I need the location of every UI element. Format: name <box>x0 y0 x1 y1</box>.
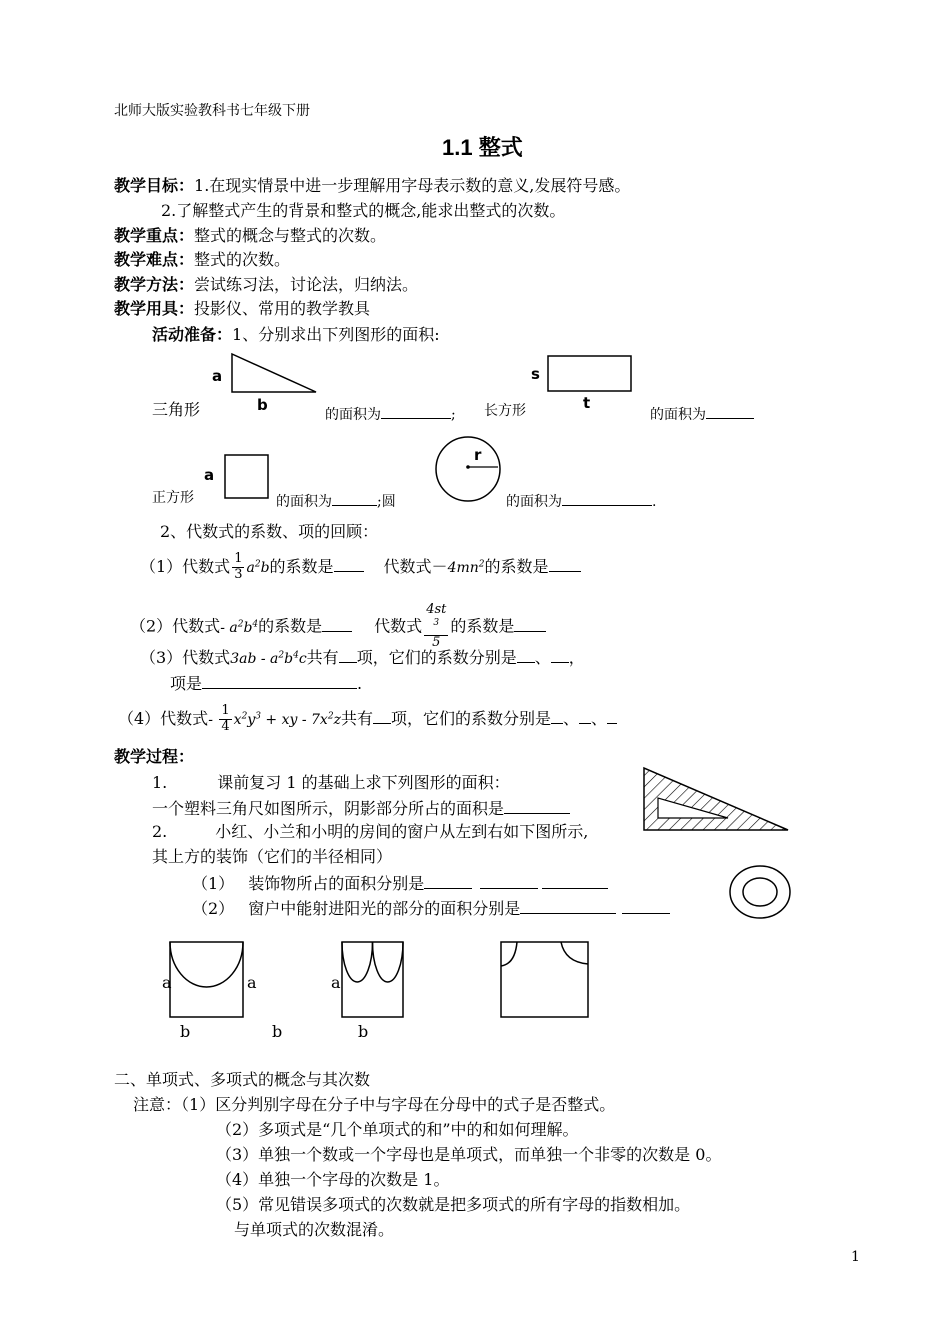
rectangle-figure <box>547 355 633 393</box>
e2-coef-text-2: 的系数是 <box>450 616 515 636</box>
square-area-text: 的面积为 <box>276 494 332 510</box>
window-2-label-b: b <box>358 1022 369 1041</box>
objectives-label: 教学目标： <box>114 176 195 195</box>
p2-q1-blank-3[interactable] <box>542 874 608 889</box>
p1-blank[interactable] <box>504 799 570 814</box>
objective-1: 1.在现实情景中进一步理解用字母表示数的意义,发展符号感。 <box>194 176 631 195</box>
process-2 <box>152 824 588 840</box>
process-2-q2: （2） 窗户中能射进阳光的部分的面积分别是 <box>192 899 670 917</box>
window-3-figure <box>499 940 591 1020</box>
e2-blank-1[interactable] <box>322 617 352 632</box>
section2-heading: 二、单项式、多项式的概念与其次数 <box>114 1070 371 1089</box>
window-2-figure <box>340 940 406 1020</box>
triangle-text: 三角形 <box>152 400 201 419</box>
window-1-label-b: b <box>180 1022 191 1041</box>
e3-comma: ， <box>568 648 585 667</box>
window-1-figure <box>168 940 246 1020</box>
square-label-a: a <box>204 466 215 484</box>
rectangle-area <box>650 404 754 422</box>
process-1 <box>152 775 510 791</box>
e1-blank-2[interactable] <box>549 557 581 572</box>
e1-coef-text-2: 的系数是 <box>484 556 549 576</box>
rectangle-text: 长方形 <box>484 403 526 419</box>
circle-prefix: ;圆 <box>377 494 396 510</box>
e4-den: 4 <box>221 718 230 734</box>
difficulty-label: 教学难点： <box>114 250 195 269</box>
p2-q1-blank-1[interactable] <box>424 874 472 889</box>
e3-text2: 项，它们的系数分别是 <box>356 648 517 667</box>
circle-area-blank[interactable] <box>562 491 652 506</box>
e3-blank-terms[interactable] <box>202 674 357 689</box>
circle-area-text: 的面积为 <box>506 494 562 510</box>
section2-note-4: （4）单独一个字母的次数是 1。 <box>216 1170 450 1189</box>
page-number: 1 <box>851 1249 860 1265</box>
p2-num: 2. <box>152 822 168 841</box>
e4-fraction <box>219 704 231 735</box>
e3-blank-coef-1[interactable] <box>517 648 535 663</box>
section2-note-2: （2）多项式是“几个单项式的和”中的和如何理解。 <box>216 1120 579 1139</box>
e3-line2: 项是 <box>170 674 203 693</box>
e1-expr: $a^2b$ <box>246 559 270 576</box>
e2-blank-2[interactable] <box>514 617 546 632</box>
e3-sep: 、 <box>534 648 551 667</box>
section2-note-1: 注意：（1）区分判别字母在分子中与字母在分母中的式子是否整式。 <box>133 1095 616 1114</box>
key-point-label: 教学重点： <box>114 226 195 245</box>
circle-figure <box>434 435 502 503</box>
square-area-blank[interactable] <box>332 491 377 506</box>
key-point <box>114 228 386 244</box>
triangle-area-blank[interactable] <box>381 404 451 419</box>
e1-den: 3 <box>234 566 243 582</box>
p2-q1-blank-2[interactable] <box>480 874 538 889</box>
key-point-text: 整式的概念与整式的次数。 <box>194 226 387 245</box>
square-figure <box>224 454 270 500</box>
e3-blank-count[interactable] <box>339 648 357 663</box>
window-1-label-a-left: a <box>162 973 172 992</box>
p2-q2-blank-2[interactable] <box>622 899 670 914</box>
e1-coef-text: 的系数是 <box>269 556 334 576</box>
difficulty <box>114 252 290 268</box>
exercise-4: （4）代数式- $\frac{1}{4}$ $x^2y^3$ + xy - $7x^2z$共有 项，它们的系数分别是 、 、 <box>118 704 617 735</box>
circle-label-r: r <box>474 446 482 464</box>
triangle-label-b: b <box>257 396 268 414</box>
activity-q1: 1、分别求出下列图形的面积: <box>232 325 440 344</box>
section2-note-5: （5）常见错误多项式的次数就是把多项式的所有字母的指数相加。 <box>216 1195 691 1214</box>
rectangle-area-text: 的面积为 <box>650 407 706 423</box>
rectangle-area-blank[interactable] <box>706 404 754 419</box>
process-2-line2: 其上方的装饰（它们的半径相同） <box>152 847 393 866</box>
objectives <box>114 178 630 194</box>
period: . <box>652 494 657 510</box>
e3-blank-coef-2[interactable] <box>551 648 569 663</box>
e4-prefix: （4）代数式 <box>118 708 209 728</box>
e4-expr: $x^2y^3$ + xy - $7x^2z$ <box>233 711 341 728</box>
activity-label: 活动准备： <box>152 325 233 344</box>
e4-blank-1[interactable] <box>551 709 563 724</box>
e2-expr: - $a^2b^4$ <box>220 618 259 636</box>
set-square-figure <box>642 766 790 832</box>
rectangle-label-t: t <box>583 394 591 412</box>
page-title: 1.1 整式 <box>442 135 523 160</box>
e2-mid: 代数式 <box>374 616 423 636</box>
square-text: 正方形 <box>152 490 194 506</box>
exercise-3-line2: 项是 . <box>170 674 363 693</box>
e2-fraction <box>424 603 448 651</box>
circle-area <box>506 491 656 509</box>
e4-text: 共有 <box>340 708 373 728</box>
section2-note-5-line2: 与单项式的次数混淆。 <box>234 1220 395 1239</box>
p2-q2-blank-1[interactable] <box>520 899 616 914</box>
e3-prefix: （3）代数式 <box>140 648 231 667</box>
semicolon: ; <box>451 407 456 423</box>
ring-figure <box>728 864 792 920</box>
process-label: 教学过程： <box>114 747 195 766</box>
p2-text: 小红、小兰和小明的房间的窗户从左到右如下图所示, <box>215 822 589 841</box>
e1-mid: 代数式－ <box>383 556 448 576</box>
method <box>114 277 418 293</box>
activity <box>152 327 440 343</box>
difficulty-text: 整式的次数。 <box>194 250 291 269</box>
header-text: 北师大版实验教科书七年级下册 <box>114 103 310 119</box>
e4-blank-2[interactable] <box>579 709 591 724</box>
triangle-label-a: a <box>212 367 223 385</box>
exercise-2 <box>130 603 546 651</box>
section2-note-3: （3）单独一个数或一个字母也是单项式，而单独一个非零的次数是 0。 <box>216 1145 722 1164</box>
e1-prefix: （1）代数式 <box>140 556 231 576</box>
e3-text: 共有 <box>306 648 339 667</box>
activity-q2: 2、代数式的系数、项的回顾： <box>160 522 379 541</box>
e3-expr: $3ab - a^2b^4c$ <box>230 650 307 667</box>
e1-blank-1[interactable] <box>334 557 364 572</box>
square-area <box>276 491 396 509</box>
p1-num: 1. <box>152 773 168 792</box>
e4-blank-count[interactable] <box>373 709 391 724</box>
objective-2: 2.了解整式产生的背景和整式的概念,能求出整式的次数。 <box>161 201 566 220</box>
e4-num: 1 <box>221 703 230 718</box>
window-1-label-a-right: a <box>247 973 257 992</box>
rectangle-label-s: s <box>531 365 540 383</box>
triangle-area-text: 的面积为 <box>325 407 381 423</box>
e1-num: 1 <box>234 551 243 566</box>
tools-label: 教学用具： <box>114 299 195 318</box>
e2-den: 5 <box>432 635 441 651</box>
tools <box>114 301 370 317</box>
window-label-b-extra: b <box>272 1022 283 1041</box>
window-2-label-a: a <box>331 973 341 992</box>
method-text: 尝试练习法，讨论法，归纳法。 <box>194 275 419 294</box>
process-2-q1: （1） 装饰物所占的面积分别是 <box>192 874 608 892</box>
exercise-1 <box>140 552 581 583</box>
process-1-line2: 一个塑料三角尺如图所示，阴影部分所占的面积是 <box>152 799 570 817</box>
e2-prefix: （2）代数式 <box>130 616 221 636</box>
e1-fraction <box>232 552 244 583</box>
e2-coef-text: 的系数是 <box>258 616 323 636</box>
e4-blank-3[interactable] <box>607 709 617 724</box>
triangle-figure <box>230 352 320 394</box>
triangle-area <box>325 404 456 422</box>
e4-text2: 项，它们的系数分别是 <box>390 708 551 728</box>
tools-text: 投影仪、常用的教学教具 <box>194 299 371 318</box>
e2-num: 4st $^3$ <box>424 603 448 636</box>
method-label: 教学方法： <box>114 275 195 294</box>
exercise-3 <box>140 648 585 666</box>
p1-text: 课前复习 1 的基础上求下列图形的面积： <box>217 773 510 792</box>
e1-expr2: $4mn^2$ <box>447 559 485 576</box>
